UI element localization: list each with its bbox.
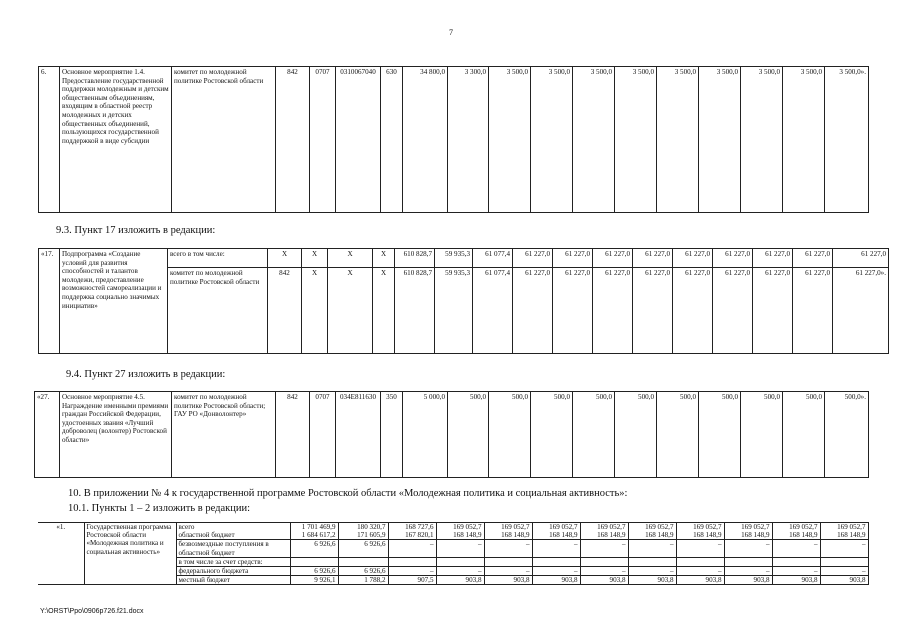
value-cell: – xyxy=(436,540,484,557)
value-cell: 3 500,0 xyxy=(615,67,657,213)
value-cell: 168 148,9 xyxy=(820,531,868,540)
value-cell: 903,8 xyxy=(580,576,628,585)
value-cell: 61 227,0 xyxy=(793,268,833,354)
rzpr-code: 0707 xyxy=(310,67,336,213)
value-cell: 168 148,9 xyxy=(724,531,772,540)
value-cell: – xyxy=(580,540,628,557)
grbs-code: 842 xyxy=(268,268,302,354)
funding-source-label: в том числе за счет средств: xyxy=(176,557,290,566)
csr-code: X xyxy=(328,249,373,268)
value-cell xyxy=(388,557,436,566)
rzpr-code: X xyxy=(302,268,328,354)
program-name: Государственная программа Ростовской области «Молодежная политика и социальная активность» xyxy=(84,523,176,585)
value-cell xyxy=(628,557,676,566)
value-cell: 61 227,0 xyxy=(633,249,673,268)
value-cell: 61 227,0 xyxy=(753,268,793,354)
value-cell: 903,8 xyxy=(772,576,820,585)
value-cell: 169 052,7 xyxy=(820,523,868,532)
value-cell xyxy=(580,557,628,566)
executor: комитет по молодежной политике Ростовской области xyxy=(172,67,276,213)
value-cell: – xyxy=(628,540,676,557)
value-cell: 169 052,7 xyxy=(724,523,772,532)
value-cell: 168 148,9 xyxy=(628,531,676,540)
value-cell: 9 926,1 xyxy=(290,576,338,585)
value-cell: 59 935,3 xyxy=(435,249,473,268)
value-cell: 61 227,0». xyxy=(833,268,889,354)
funding-source-label: областной бюджет xyxy=(176,531,290,540)
value-cell xyxy=(772,557,820,566)
value-cell: 903,8 xyxy=(628,576,676,585)
value-cell: 168 148,9 xyxy=(772,531,820,540)
row-number: «27. xyxy=(35,392,60,478)
value-cell: 61 227,0 xyxy=(633,268,673,354)
value-cell: 61 227,0 xyxy=(713,249,753,268)
value-cell: 903,8 xyxy=(676,576,724,585)
value-cell: 1 701 469,9 xyxy=(290,523,338,532)
grbs-code: 842 xyxy=(276,392,310,478)
value-cell: 61 077,4 xyxy=(473,249,513,268)
value-cell xyxy=(820,557,868,566)
paragraph-10-1: 10.1. Пункты 1 – 2 изложить в редакции: xyxy=(68,503,251,514)
csr-code: 034E811630 xyxy=(336,392,381,478)
value-cell: – xyxy=(724,540,772,557)
value-cell: – xyxy=(724,567,772,576)
table-row-6 xyxy=(38,66,869,213)
value-cell: 903,8 xyxy=(484,576,532,585)
value-cell: 61 227,0 xyxy=(713,268,753,354)
table-appendix-4 xyxy=(38,522,869,585)
value-cell: 3 500,0 xyxy=(699,67,741,213)
value-cell: 168 148,9 xyxy=(580,531,628,540)
value-cell: – xyxy=(532,567,580,576)
vr-code: X xyxy=(373,268,395,354)
value-cell xyxy=(676,557,724,566)
value-cell: 3 500,0 xyxy=(657,67,699,213)
value-cell: – xyxy=(388,540,436,557)
value-cell: 168 148,9 xyxy=(532,531,580,540)
value-cell: 34 800,0 xyxy=(403,67,448,213)
value-cell: 168 148,9 xyxy=(484,531,532,540)
value-cell: 59 935,3 xyxy=(435,268,473,354)
value-cell: 169 052,7 xyxy=(436,523,484,532)
funding-source-label: местный бюджет xyxy=(176,576,290,585)
value-cell: 180 320,7 xyxy=(338,523,388,532)
value-cell: 169 052,7 xyxy=(628,523,676,532)
value-cell: 500,0 xyxy=(489,392,531,478)
value-cell: 167 820,1 xyxy=(388,531,436,540)
row-number: «1. xyxy=(56,523,66,531)
value-cell: 168 148,9 xyxy=(436,531,484,540)
value-cell: 1 788,2 xyxy=(338,576,388,585)
value-cell: – xyxy=(532,540,580,557)
subprogram-name: Подпрограмма «Создание условий для развития способностей и талантов молодежи, предоставление возможностей самореализации и поддержка социально значимых инициатив» xyxy=(60,249,168,354)
csr-code: X xyxy=(328,268,373,354)
value-cell: 168 148,9 xyxy=(676,531,724,540)
value-cell: – xyxy=(436,567,484,576)
value-cell: 3 500,0 xyxy=(489,67,531,213)
value-cell: 610 828,7 xyxy=(395,249,435,268)
page-number: 7 xyxy=(449,28,453,37)
value-cell: 61 227,0 xyxy=(593,268,633,354)
value-cell: 903,8 xyxy=(724,576,772,585)
value-cell: 3 300,0 xyxy=(448,67,489,213)
value-cell: 6 926,6 xyxy=(338,567,388,576)
funding-source-label: всего xyxy=(176,523,290,532)
value-cell: 61 227,0 xyxy=(513,268,553,354)
value-cell: 168 727,6 xyxy=(388,523,436,532)
activity-name: Основное мероприятие 1.4. Предоставление государственной поддержки молодежным и детским общественным объединениям, входящим в областной реестр молодежных и детских общественных объединений, пользующихся государственной поддержкой в виде субсидии xyxy=(60,67,172,213)
value-cell: 500,0 xyxy=(783,392,825,478)
grbs-code: X xyxy=(268,249,302,268)
value-cell: 61 227,0 xyxy=(513,249,553,268)
executor: комитет по молодежной политике Ростовской области xyxy=(168,268,268,354)
value-cell: 903,8 xyxy=(436,576,484,585)
grbs-code: 842 xyxy=(276,67,310,213)
value-cell: – xyxy=(676,567,724,576)
value-cell: – xyxy=(484,567,532,576)
value-cell: 907,5 xyxy=(388,576,436,585)
rzpr-code: 0707 xyxy=(310,392,336,478)
value-cell: 6 926,6 xyxy=(290,540,338,557)
rzpr-code: X xyxy=(302,249,328,268)
value-cell: – xyxy=(820,540,868,557)
value-cell: – xyxy=(676,540,724,557)
value-cell: 5 000,0 xyxy=(403,392,448,478)
activity-name: Основное мероприятие 4.5. Награждение именными премиями граждан Российской Федерации, удостоенных звания «Лучший доброволец (волонтер) Ростовской области» xyxy=(60,392,172,478)
value-cell: 3 500,0». xyxy=(825,67,869,213)
value-cell: 903,8 xyxy=(532,576,580,585)
table-row-17 xyxy=(38,248,889,354)
value-cell: 61 227,0 xyxy=(753,249,793,268)
value-cell: – xyxy=(772,540,820,557)
value-cell xyxy=(338,557,388,566)
paragraph-9-3: 9.3. Пункт 17 изложить в редакции: xyxy=(56,225,216,236)
value-cell: – xyxy=(820,567,868,576)
value-cell: 61 227,0 xyxy=(673,268,713,354)
file-path-footer: Y:\ORST\Ppo\0906p726.f21.docx xyxy=(40,608,144,615)
value-cell: – xyxy=(772,567,820,576)
value-cell: – xyxy=(388,567,436,576)
value-cell: 169 052,7 xyxy=(772,523,820,532)
value-cell: 610 828,7 xyxy=(395,268,435,354)
value-cell: 61 227,0 xyxy=(553,249,593,268)
value-cell: 169 052,7 xyxy=(676,523,724,532)
value-cell xyxy=(290,557,338,566)
value-cell: 3 500,0 xyxy=(741,67,783,213)
value-cell: 500,0 xyxy=(448,392,489,478)
value-cell: 61 227,0 xyxy=(793,249,833,268)
value-cell: 500,0 xyxy=(531,392,573,478)
value-cell: 169 052,7 xyxy=(580,523,628,532)
value-cell: 61 227,0 xyxy=(673,249,713,268)
value-cell: 3 500,0 xyxy=(783,67,825,213)
value-cell: 1 684 617,2 xyxy=(290,531,338,540)
vr-code: 350 xyxy=(381,392,403,478)
value-cell: 500,0». xyxy=(825,392,869,478)
value-cell: 500,0 xyxy=(699,392,741,478)
value-cell: 169 052,7 xyxy=(532,523,580,532)
value-cell: – xyxy=(628,567,676,576)
table-row-27 xyxy=(34,391,869,478)
value-cell: 61 077,4 xyxy=(473,268,513,354)
value-cell: 500,0 xyxy=(741,392,783,478)
value-cell: 3 500,0 xyxy=(573,67,615,213)
value-cell: 500,0 xyxy=(573,392,615,478)
value-cell: 169 052,7 xyxy=(484,523,532,532)
value-cell: 171 605,9 xyxy=(338,531,388,540)
value-cell: 3 500,0 xyxy=(531,67,573,213)
value-cell: 61 227,0 xyxy=(553,268,593,354)
csr-code: 0310067040 xyxy=(336,67,381,213)
value-cell: 903,8 xyxy=(820,576,868,585)
value-cell: 6 926,6 xyxy=(290,567,338,576)
funding-source-label: безвозмездные поступления в областной бюджет xyxy=(176,540,290,557)
value-cell: 6 926,6 xyxy=(338,540,388,557)
vr-code: X xyxy=(373,249,395,268)
value-cell: 61 227,0 xyxy=(833,249,889,268)
value-cell xyxy=(436,557,484,566)
value-cell xyxy=(484,557,532,566)
value-cell: 61 227,0 xyxy=(593,249,633,268)
value-cell: 500,0 xyxy=(657,392,699,478)
executor-total: всего в том числе: xyxy=(168,249,268,268)
paragraph-10: 10. В приложении № 4 к государственной программе Ростовской области «Молодежная политика и социальная активность»: xyxy=(68,488,628,499)
value-cell: 500,0 xyxy=(615,392,657,478)
value-cell xyxy=(532,557,580,566)
executor: комитет по молодежной политике Ростовской области; ГАУ РО «Донволонтер» xyxy=(172,392,276,478)
value-cell: – xyxy=(484,540,532,557)
row-number: 6. xyxy=(39,67,60,213)
funding-source-label: федерального бюджета xyxy=(176,567,290,576)
value-cell xyxy=(724,557,772,566)
value-cell: – xyxy=(580,567,628,576)
vr-code: 630 xyxy=(381,67,403,213)
paragraph-9-4: 9.4. Пункт 27 изложить в редакции: xyxy=(66,369,226,380)
row-number: «17. xyxy=(39,249,60,354)
